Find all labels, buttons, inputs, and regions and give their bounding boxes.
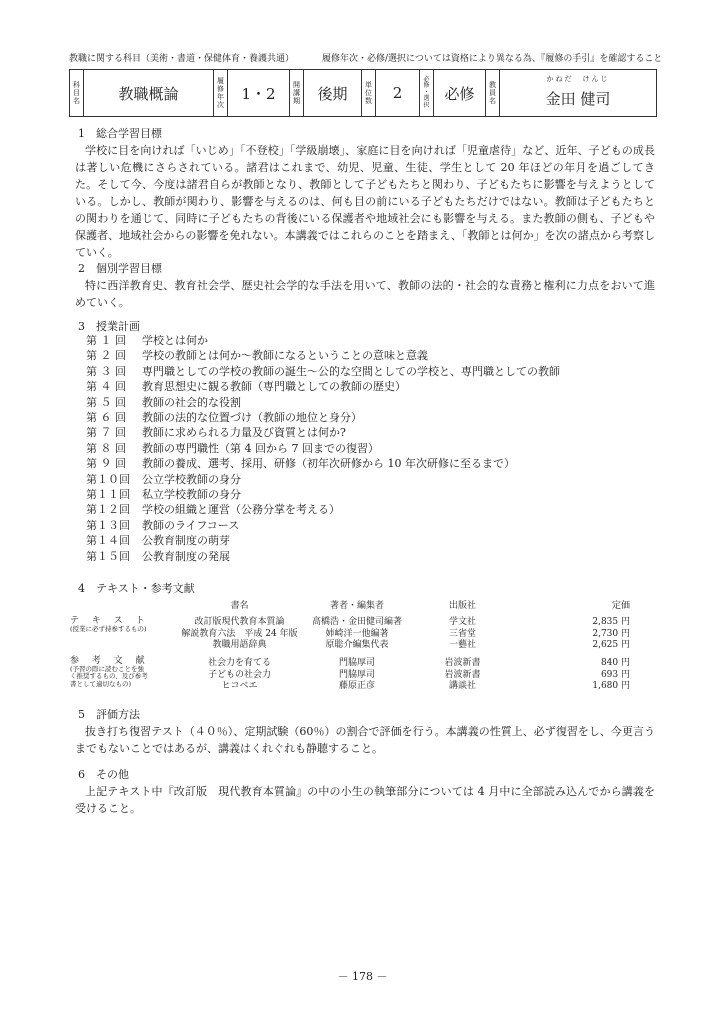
schedule-topic: 教師の専門職性（第 4 回から 7 回までの復習） [142, 441, 379, 455]
schedule-item [86, 549, 560, 564]
schedule-number: 第 ３ 回 [86, 364, 126, 378]
book-price: 1,680 円 [592, 681, 630, 691]
schedule-number: 第 ５ 回 [86, 395, 126, 409]
schedule-item [86, 441, 560, 456]
section-2-title: 2 個別学習目標 [78, 262, 162, 275]
schedule-item [86, 425, 560, 440]
col-header-price: 定価 [611, 601, 630, 611]
schedule-item [86, 333, 560, 348]
section-6-title: 6 その他 [78, 768, 129, 781]
section-1-body: 学校に目を向ければ「いじめ」「不登校」「学級崩壊」、家庭に目を向ければ「児童虐待」など、近年、子どもの成長は著しい危機にさらされている。諸君はこれまで、幼児、児童、生徒、学生として 20 年ほどの年月を過ごしてきた。そして今、今度は諸君自らが教師となり、教師として子どもたちと関わり、子どもたちに影響を与えようとしている。しかし、教師が関わり、影響を与えるのは、何も目の前にいる子どもたちだけではない。教師は子どもたちとの関わりを通じて、同時に子どもたちの背後にいる保護者や地域社会にも影響を与える。また教師の側も、子どもや保護者、地域社会からの影響を免れない。本講義ではこれらのことを踏まえ、「教師とは何か」を次の諸点から考察していく。 [75, 144, 655, 259]
col-header-author: 著者・編集者 [329, 601, 384, 611]
book-author: 原聡介編集代表 [325, 640, 389, 650]
book-publisher: 岩波新書 [444, 658, 481, 668]
teacher-name: 金田 健司 [545, 89, 611, 108]
schedule-topic: 教師のライフコース [142, 518, 240, 532]
schedule-number: 第 ２ 回 [86, 349, 126, 363]
teacher-ruby: かねだ けんじ [546, 75, 610, 83]
book-title: 社会力を育てる [207, 658, 271, 668]
book-title: 改訂版現代教育本質論 [194, 617, 285, 627]
section-2-body: 特に西洋教育史、教育社会学、歴史社会学的な手法を用いて、教師の法的・社会的な責務と権利に力点をおいて進めていく。 [75, 279, 655, 309]
term-label: 開 講 期 [290, 70, 304, 117]
schedule-topic: 公立学校教師の身分 [142, 472, 241, 486]
book-publisher: 学文社 [448, 617, 476, 627]
schedule-topic: 教育思想史に観る教師（専門職としての教師の歴史） [142, 380, 406, 394]
schedule-number: 第１４回 [86, 534, 130, 548]
schedule-topic: 教師の社会的な役割 [142, 395, 241, 409]
schedule-number: 第１５回 [86, 549, 130, 563]
schedule-topic: 教師に求められる力量及び資質とは何か? [142, 426, 346, 440]
course-info-table [69, 69, 657, 117]
subject-label: 科 目 名 [70, 70, 84, 117]
book-publisher: 一藝社 [448, 640, 476, 650]
header-left: 教職に関する科目（美術・書道・保健体育・養護共通） [69, 54, 295, 64]
teacher-cell [500, 70, 657, 117]
book-price: 2,625 円 [592, 640, 630, 650]
schedule-item [86, 395, 560, 410]
schedule-item [86, 502, 560, 517]
book-title: 解説教育六法 平成 24 年版 [181, 628, 298, 639]
schedule-item [86, 348, 560, 363]
col-header-title: 書名 [230, 601, 249, 611]
book-price: 693 円 [600, 669, 630, 680]
header-right: 履修年次・必修/選択については資格により異なる為、『履修の手引』を確認すること [322, 54, 663, 64]
book-publisher: 岩波新書 [444, 669, 481, 680]
schedule-topic: 学校とは何か [142, 334, 208, 347]
schedule-number: 第１１回 [86, 488, 130, 502]
schedule-number: 第 １ 回 [86, 334, 126, 347]
term-value: 後期 [304, 70, 362, 117]
book-author: 高橋浩・金田健司編著 [311, 617, 402, 627]
schedule-item [86, 487, 560, 502]
schedule-number: 第 ７ 回 [86, 426, 126, 440]
text-group-label: テ キ ス ト (授業に必ず持参するもの) [70, 616, 150, 633]
book-title: 子どもの社会力 [207, 669, 271, 680]
schedule-number: 第 ８ 回 [86, 441, 126, 455]
section-4-title: 4 テキスト・参考文献 [78, 582, 195, 595]
section-1-title: 1 総合学習目標 [78, 127, 162, 140]
schedule-number: 第 ４ 回 [86, 380, 126, 394]
book-author: 姉崎洋一他編著 [325, 628, 389, 639]
year-label: 履 修 年 次 [214, 70, 228, 117]
book-author: 門脇厚司 [338, 669, 375, 680]
schedule-topic: 専門職としての学校の教師の誕生〜公的な空間としての学校と、専門職としての教師 [142, 364, 560, 378]
schedule-item [86, 456, 560, 471]
col-header-publisher: 出版社 [448, 601, 476, 611]
book-title: ヒコベエ [221, 681, 258, 691]
schedule-topic: 私立学校教師の身分 [142, 488, 241, 502]
book-publisher: 講談社 [448, 681, 476, 691]
section-6-body: 上記テキスト中『改訂版 現代教育本質論』の中の小生の執筆部分については 4 月中に全部読み込んでから講義を受けること。 [75, 785, 655, 815]
book-publisher: 三省堂 [448, 628, 476, 639]
schedule-number: 第 ６ 回 [86, 411, 126, 425]
schedule-topic: 教師の法的な位置づけ（教師の地位と身分） [142, 411, 362, 425]
book-title: 教職用語辞典 [212, 640, 267, 650]
subject-name: 教職概論 [84, 70, 214, 117]
ref-group-label: 参 考 文 献 (予習の際に読むことを強く推奨するもの、及び参考書として適切なもの) [70, 656, 150, 688]
requirement-value: 必修 [434, 70, 486, 117]
schedule-topic: 公教育制度の発展 [142, 549, 230, 563]
credit-value: 2 [376, 70, 420, 117]
book-price: 2,835 円 [592, 617, 630, 627]
schedule-item [86, 533, 560, 548]
section-5-body: 抜き打ち復習テスト（４０％）、定期試験（60％）の割合で評価を行う。本講義の性質上、必ず復習をし、今更言うまでもないことではあるが、講義はくれぐれも静聴すること。 [75, 725, 655, 755]
schedule-topic: 教師の養成、選考、採用、研修（初年次研修から 10 年次研修に至るまで） [142, 457, 515, 471]
schedule-topic: 学校の教師とは何か〜教師になるということの意味と意義 [142, 349, 428, 363]
schedule-number: 第１２回 [86, 503, 130, 517]
schedule-number: 第１０回 [86, 472, 130, 486]
schedule-list [86, 333, 560, 564]
schedule-item [86, 364, 560, 379]
schedule-item [86, 472, 560, 487]
schedule-number: 第１３回 [86, 518, 130, 532]
schedule-number: 第 ９ 回 [86, 457, 126, 471]
credit-label: 単 位 数 [362, 70, 376, 117]
schedule-item [86, 518, 560, 533]
book-price: 840 円 [600, 658, 630, 668]
schedule-topic: 公教育制度の萌芽 [142, 534, 230, 548]
book-price: 2,730 円 [592, 628, 630, 639]
requirement-label: 必 修 ・ 選 択 [420, 70, 434, 117]
book-author: 藤原正彦 [338, 681, 375, 691]
book-author: 門脇厚司 [338, 658, 375, 668]
page-number: － 178 － [337, 970, 388, 983]
schedule-topic: 学校の組織と運営（公務分掌を考える） [142, 503, 340, 517]
section-5-title: 5 評価方法 [78, 708, 140, 721]
schedule-item [86, 379, 560, 394]
teacher-label: 教 員 名 [486, 70, 500, 117]
year-value: 1・2 [228, 70, 290, 117]
schedule-item [86, 410, 560, 425]
section-3-title: 3 授業計画 [78, 320, 140, 333]
